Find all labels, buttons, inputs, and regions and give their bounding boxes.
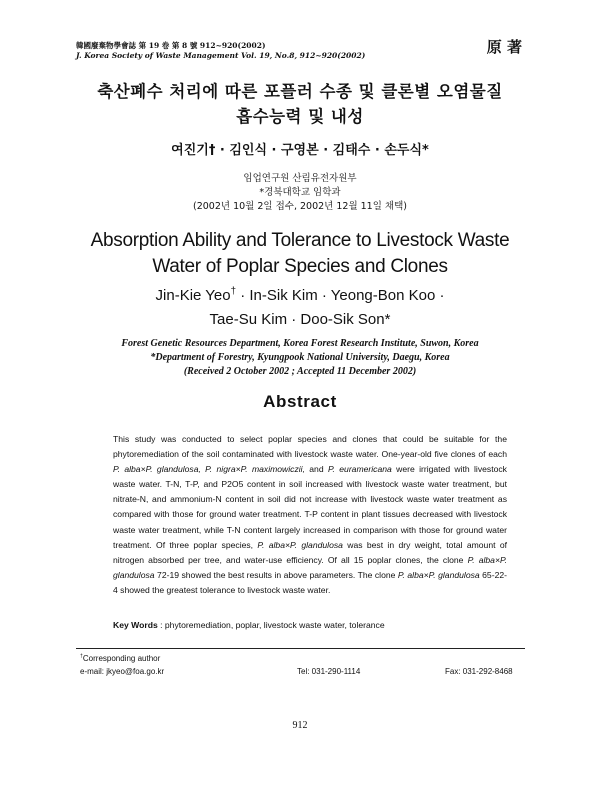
author-names: · In-Sik Kim · Yeong-Bon Koo · [236,287,445,304]
korean-affiliation-1: 임업연구원 산림유전자원부 [243,173,357,184]
english-authors-line1 [0,287,600,304]
english-received-date: (Received 2 October 2002 ; Accepted 11 December 2002) [183,366,417,377]
korean-affiliation-2: *경북대학교 임학과 [259,187,341,198]
author-name: Jin-Kie Yeo [155,287,231,304]
telephone-text: Tel: 031-290-1114 [297,667,361,676]
corresponding-author-note: †Corresponding author [80,653,161,663]
dagger-mark: † [230,286,237,297]
english-title-line1: Absorption Ability and Tolerance to Livestock Waste [90,230,510,251]
footnote-divider [76,648,525,649]
abstract-heading: Abstract [263,392,337,411]
english-title-line2: Water of Poplar Species and Clones [152,256,448,277]
fax-text: Fax: 031-292-8468 [445,667,513,676]
journal-header-english: J. Korea Society of Waste Management Vol. 19, No.8, 912~920(2002) [76,51,366,60]
page-number: 912 [292,720,308,731]
english-authors-line2: Tae-Su Kim · Doo-Sik Son* [209,311,391,328]
english-affiliation-2: *Department of Forestry, Kyungpook National University, Daegu, Korea [150,352,450,363]
email-text: e-mail: jkyeo@foa.go.kr [80,667,165,676]
keywords-label: Key Words [113,620,158,630]
korean-title-line1: 축산폐수 처리에 따른 포플러 수종 및 클론별 오염물질 [97,82,503,101]
english-affiliation-1: Forest Genetic Resources Department, Korea Forest Research Institute, Suwon, Korea [121,338,479,349]
keywords [113,620,385,630]
article-type-badge: 原 著 [486,38,522,56]
korean-title-line2: 흡수능력 및 내성 [236,107,364,126]
keywords-text: : phytoremediation, poplar, livestock waste water, tolerance [157,620,385,630]
abstract-body: This study was conducted to select poplar species and clones that could be suitable for the phytoremediation of the soil contaminated with livestock waste water. One-year-old five clones of each P. alba×P. glandulosa, P. nigra×P. maximowiczii, and P. euramericana were irrigated with livestock waste water. T-N, T-P, and P2O5 content in soil increased with livestock waste water treatment, but nitrate-N, and ammonium-N content in soil did not increase with livestock waste water treatment as compared with those for ground water treatment. T-P content in plant tissues decreased with livestock waste water treatment, while T-N content largely increased in comparison with those for ground water treatment. Of three poplar species, P. alba×P. glandulosa was best in dry weight, total amount of nitrogen absorbed per tree, and water-use efficiency. Of all 15 poplar clones, the clone P. alba×P. glandulosa 72-19 showed the best results in above parameters. The clone P. alba×P. glandulosa 65-22-4 showed the greatest tolerance to livestock waste water. [113,434,507,595]
journal-header-korean: 韓國廢棄物學會誌 第 19 卷 第 8 號 912~920(2002) [76,41,266,50]
korean-received-date: (2002년 10월 2일 접수, 2002년 12월 11일 채택) [192,201,407,212]
korean-authors: 여진기† · 김인식 · 구영본 · 김태수 · 손두식* [171,143,429,158]
